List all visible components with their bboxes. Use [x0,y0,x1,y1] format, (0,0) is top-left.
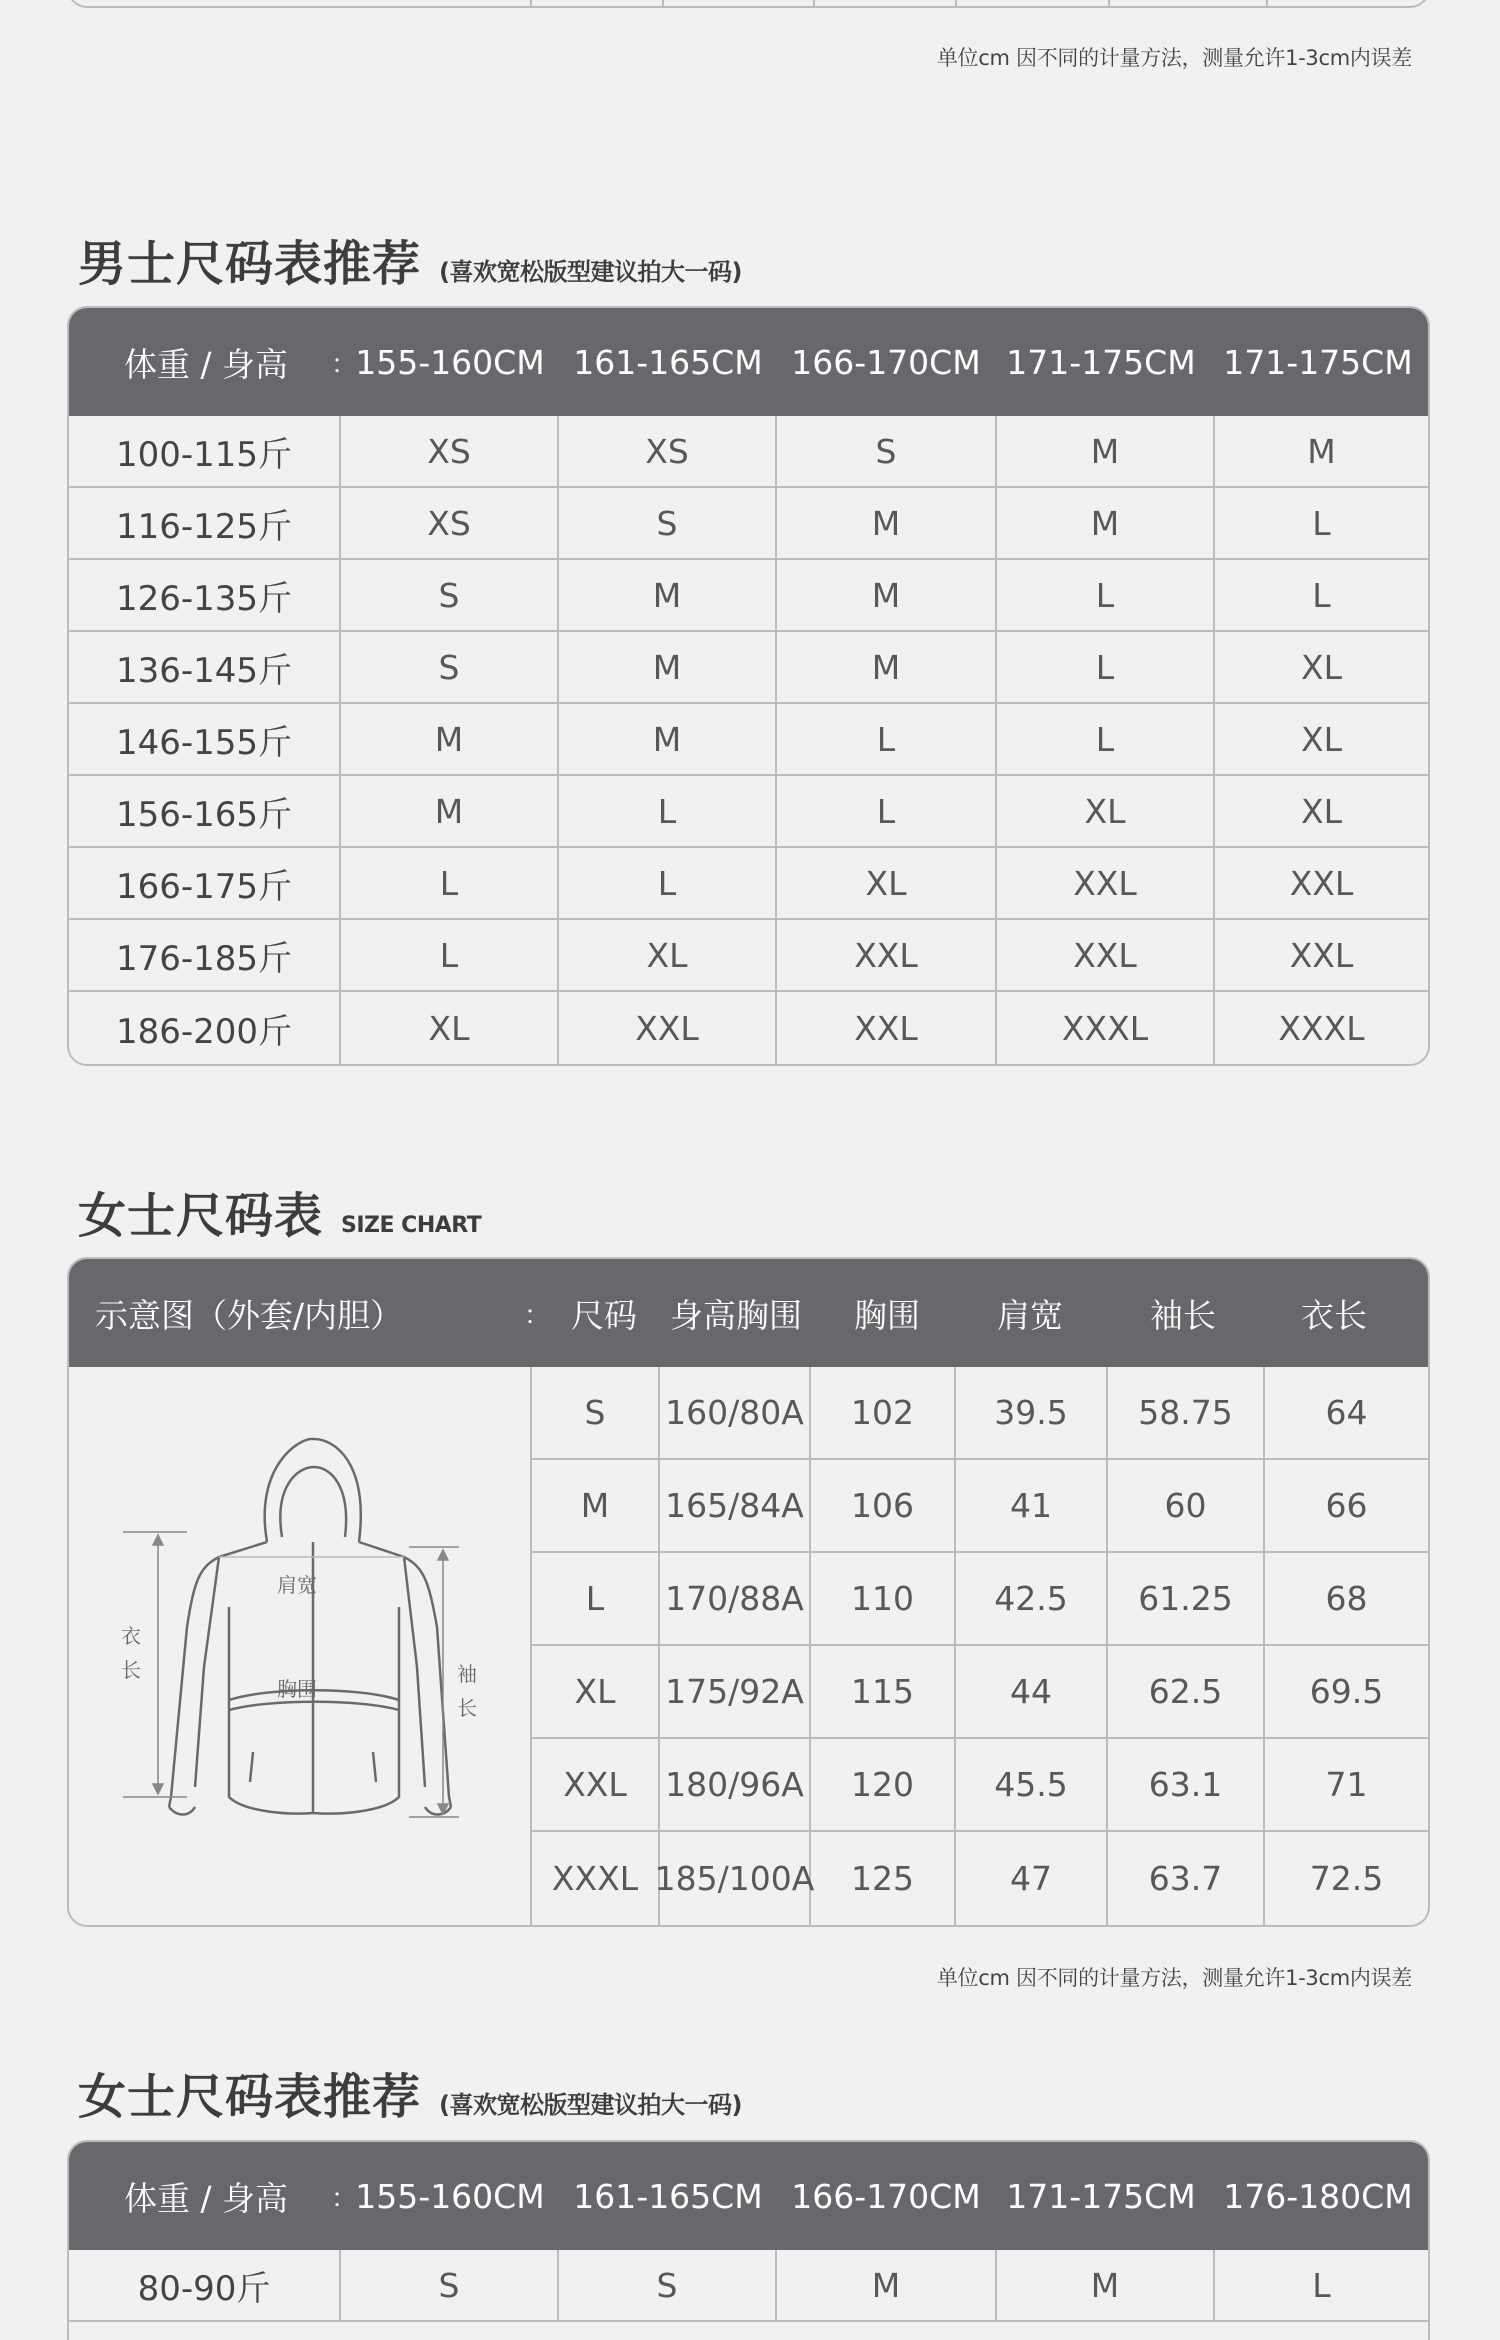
height-col-5: 171-175CM [1223,342,1413,382]
size-cell: L [559,776,777,848]
col-chest: 胸围 [854,1295,920,1335]
shoulder-label: 肩宽 [277,1573,317,1597]
size-cell: XL [1215,776,1428,848]
men-rec-table-header [69,308,1428,416]
women-rec-title: 女士尺码表推荐 [78,2069,422,2125]
size-cell: XXL [777,920,997,992]
weight-cell: 136-145斤 [69,632,341,704]
measurement-cell: 42.5 [956,1553,1108,1646]
col-length: 衣长 [1301,1295,1367,1335]
women-rec-table-body [69,2250,1428,2322]
col-height-chest: 身高胸围 [670,1295,802,1335]
w-height-col-3: 166-170CM [791,2176,981,2216]
measurement-cell: 102 [811,1367,956,1460]
measurement-cell: 61.25 [1108,1553,1265,1646]
measurement-cell: 63.7 [1108,1832,1265,1925]
size-label-cell: M [532,1460,660,1553]
women-measurement-note: 单位cm 因不同的计量方法，测量允许1-3cm内误差 [936,1966,1412,1990]
men-rec-title-row [78,225,742,294]
measurement-cell: 175/92A [660,1646,811,1739]
size-label-cell: XL [532,1646,660,1739]
length-label: 衣 长 [121,1624,141,1682]
size-cell: L [997,704,1215,776]
size-label-cell: L [532,1553,660,1646]
men-rec-header-label: 体重 / 身高 [123,344,289,384]
women-rec-header-label: 体重 / 身高 [123,2178,289,2218]
size-cell: L [1215,2250,1428,2322]
measurement-cell: 41 [956,1460,1108,1553]
measurement-cell: 125 [811,1832,956,1925]
measurement-cell: 120 [811,1739,956,1832]
size-cell: XXL [559,992,777,1064]
size-cell: L [777,704,997,776]
measurement-cell: 160/80A [660,1367,811,1460]
women-chart-subtitle: SIZE CHART [341,1213,482,1238]
sleeve-label: 袖 长 [457,1662,477,1720]
measurement-cell: 180/96A [660,1739,811,1832]
size-cell: M [777,488,997,560]
size-label-cell: S [532,1367,660,1460]
size-cell: S [341,560,559,632]
measurement-cell: 63.1 [1108,1739,1265,1832]
size-cell: S [559,488,777,560]
weight-cell: 80-90斤 [69,2250,341,2322]
women-chart-header-label: 示意图（外套/内胆） [94,1295,404,1335]
size-cell: M [559,632,777,704]
size-cell: S [777,416,997,488]
size-cell: XXL [997,920,1215,992]
col-sleeve: 袖长 [1150,1295,1216,1335]
men-rec-table-body [69,416,1428,1064]
women-rec-subtitle: (喜欢宽松版型建议拍大一码) [439,2091,742,2119]
size-cell: XXL [997,848,1215,920]
measurement-cell: 185/100A [660,1832,811,1925]
women-rec-header-colon: ： [331,2183,358,2214]
size-label-cell: XXL [532,1739,660,1832]
weight-cell: 126-135斤 [69,560,341,632]
w-height-col-5: 176-180CM [1223,2176,1413,2216]
height-col-1: 155-160CM [355,342,545,382]
size-cell: M [1215,416,1428,488]
size-cell: M [997,2250,1215,2322]
w-height-col-4: 171-175CM [1006,2176,1196,2216]
weight-cell: 156-165斤 [69,776,341,848]
size-cell: M [559,560,777,632]
size-cell: L [777,776,997,848]
women-rec-table [67,2140,1430,2340]
size-cell: XL [1215,704,1428,776]
measurement-note: 单位cm 因不同的计量方法，测量允许1-3cm内误差 [936,46,1412,70]
men-rec-subtitle: (喜欢宽松版型建议拍大一码) [439,258,742,286]
women-chart-title-row [78,1177,481,1246]
weight-cell: 116-125斤 [69,488,341,560]
measurement-cell: 165/84A [660,1460,811,1553]
w-height-col-1: 155-160CM [355,2176,545,2216]
size-cell: M [777,632,997,704]
height-col-2: 161-165CM [573,342,763,382]
size-cell: L [997,632,1215,704]
measurement-cell: 44 [956,1646,1108,1739]
previous-table-bottom-edge [67,0,1430,8]
women-chart-header-colon: ： [524,1300,551,1331]
weight-cell: 100-115斤 [69,416,341,488]
size-cell: XXL [1215,848,1428,920]
measurement-cell: 170/88A [660,1553,811,1646]
men-rec-header-colon: ： [331,349,358,380]
size-cell: M [341,704,559,776]
height-col-4: 171-175CM [1006,342,1196,382]
women-chart-header [69,1259,1428,1367]
size-cell: S [341,632,559,704]
size-cell: L [997,560,1215,632]
chest-label: 胸围 [277,1677,317,1701]
size-cell: M [559,704,777,776]
size-cell: M [997,488,1215,560]
women-rec-table-header [69,2142,1428,2250]
weight-cell: 176-185斤 [69,920,341,992]
measurement-cell: 39.5 [956,1367,1108,1460]
size-cell: XL [777,848,997,920]
w-height-col-2: 161-165CM [573,2176,763,2216]
measurement-cell: 64 [1265,1367,1428,1460]
measurement-cell: 110 [811,1553,956,1646]
measurement-cell: 62.5 [1108,1646,1265,1739]
size-cell: M [777,560,997,632]
measurement-cell: 60 [1108,1460,1265,1553]
size-cell: XL [997,776,1215,848]
size-cell: XXXL [1278,1008,1365,1048]
col-shoulder: 肩宽 [997,1295,1063,1335]
measurement-cell: 115 [811,1646,956,1739]
measurement-cell: 71 [1265,1739,1428,1832]
measurement-cell: 66 [1265,1460,1428,1553]
size-cell: L [341,920,559,992]
size-cell: M [341,776,559,848]
size-cell: M [997,416,1215,488]
size-cell: M [777,2250,997,2322]
women-size-chart [67,1257,1430,1927]
measurement-cell: 68 [1265,1553,1428,1646]
women-chart-body [532,1367,1428,1925]
measurement-cell: 69.5 [1265,1646,1428,1739]
women-chart-title: 女士尺码表 [78,1188,324,1244]
size-cell: XXXL [997,992,1215,1064]
size-cell: XS [341,416,559,488]
size-cell: L [559,848,777,920]
weight-cell: 186-200斤 [69,992,341,1064]
size-cell: L [341,848,559,920]
size-cell: XS [559,416,777,488]
measurement-cell: 45.5 [956,1739,1108,1832]
size-label-cell: XXXL [532,1832,660,1925]
measurement-cell: 47 [956,1832,1108,1925]
height-col-3: 166-170CM [791,342,981,382]
size-cell: XXL [777,992,997,1064]
size-cell: XS [341,488,559,560]
measurement-cell: 58.75 [1108,1367,1265,1460]
size-cell: XL [559,920,777,992]
measurement-cell: 106 [811,1460,956,1553]
size-cell: L [1215,560,1428,632]
col-size: 尺码 [571,1295,637,1335]
men-rec-table [67,306,1430,1066]
women-rec-title-row [78,2058,742,2127]
size-cell: S [341,2250,559,2322]
weight-cell: 146-155斤 [69,704,341,776]
weight-cell: 166-175斤 [69,848,341,920]
size-cell: XL [341,992,559,1064]
size-cell: XL [1215,632,1428,704]
size-cell: L [1215,488,1428,560]
measurement-cell: 72.5 [1309,1859,1384,1898]
jacket-illustration [69,1367,532,1925]
size-cell: S [559,2250,777,2322]
size-cell: XXL [1215,920,1428,992]
men-rec-title: 男士尺码表推荐 [78,236,422,292]
